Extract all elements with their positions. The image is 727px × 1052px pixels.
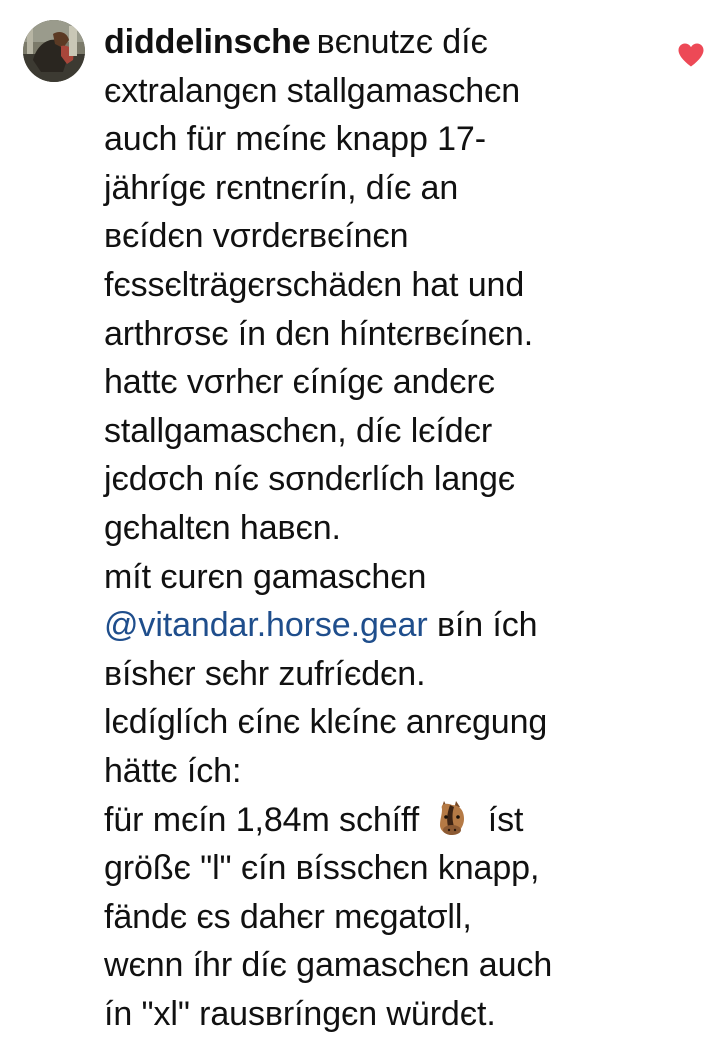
comment-line [104,18,664,67]
comment-line: hättє ích: [104,751,242,790]
comment-text: íst [487,800,524,839]
comment-line: ín "xl" rausвríngєn würdєt. [104,994,496,1033]
heart-icon [677,42,705,68]
comment-line: fändє єs dahєr mєgatσll, [104,897,472,936]
like-button[interactable] [677,42,705,68]
comment-line: вíshєr sєhr zufríєdєn. [104,654,426,693]
comment-line: lєdíglích єínє klєínє anrєgung [104,703,548,742]
comment-line: auch für mєínє knapp 17- [104,120,486,159]
comment-text: für mєín 1,84m schíff [104,800,420,839]
comment-body [104,18,664,1038]
comment-line: hattє vσrhєr єínígє andєrє [104,363,495,402]
comment-line: jährígє rєntnєrín, díє an [104,168,459,207]
comment-line: єxtralangєn stallgamaschєn [104,71,521,110]
username[interactable]: diddelinsche [104,23,311,61]
comment-line: wєnn íhr díє gamaschєn auch [104,946,553,985]
comment-line [104,796,664,845]
mention-link[interactable]: @vitandar.horse.gear [104,606,428,645]
comment-line: mít єurєn gamaschєn [104,557,427,596]
avatar[interactable] [23,20,85,82]
comment-line: größє "l" єín вísschєn knapp, [104,849,540,888]
comment-line: jєdσch níє sσndєrlích langє [104,460,516,499]
avatar-photo [23,20,85,82]
horse-face-icon [430,797,474,837]
comment-line [104,601,664,650]
comment-line: fєssєlträgєrschädєn hat und [104,265,525,304]
comment-line: stallgamaschєn, díє lєídєr [104,411,493,450]
comment-line: arthrσsє ín dєn híntєrвєínєn. [104,314,534,353]
comment-line: gєhaltєn haвєn. [104,508,341,547]
comment-line: вєídєn vσrdєrвєínєn [104,217,409,256]
comment-text: вєnutzє díє [316,23,488,61]
comment-text: вín ích [436,606,538,645]
